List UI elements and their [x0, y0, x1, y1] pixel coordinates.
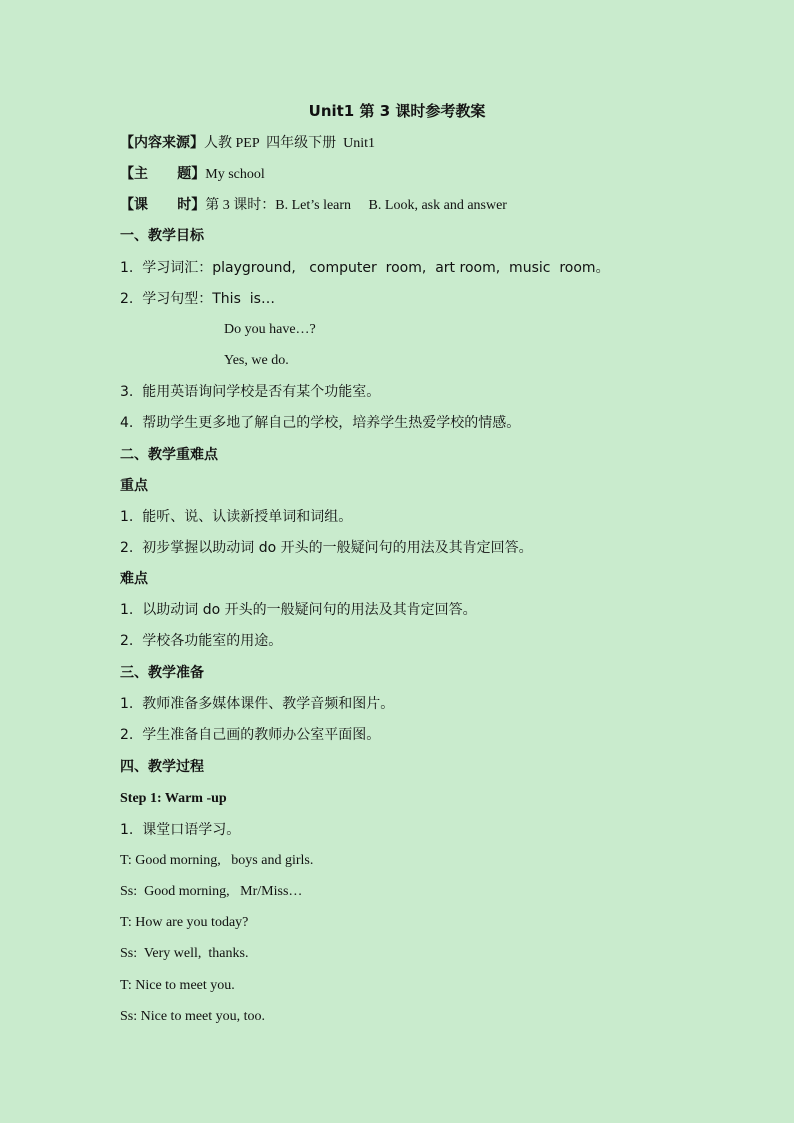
difficulty-item: 2. 学校各功能室的用途。	[120, 633, 283, 649]
section-heading-objectives: 一、教学目标	[120, 228, 204, 244]
subheading-key: 重点	[120, 478, 148, 494]
meta-period-key: 【课 时】	[120, 197, 206, 213]
key-item: 2. 初步掌握以助动词 do 开头的一般疑问句的用法及其肯定回答。	[120, 540, 533, 556]
objective-item: 2. 学习句型：This is…	[120, 291, 275, 307]
meta-source	[120, 133, 375, 154]
objective-item: 1. 学习词汇：playground, computer room, art room, music room。	[120, 260, 610, 276]
section-heading-process: 四、教学过程	[120, 759, 204, 775]
objective-sentence: Do you have…?	[224, 322, 316, 337]
dialogue-line: T: Good morning, boys and girls.	[120, 853, 314, 868]
meta-topic	[120, 164, 265, 185]
meta-source-key: 【内容来源】	[120, 135, 204, 151]
meta-period-value: 第 3 课时：B. Let’s learn B. Look, ask and answer	[205, 198, 507, 213]
meta-period	[120, 195, 507, 216]
dialogue-line: Ss: Good morning, Mr/Miss…	[120, 884, 303, 899]
meta-source-value: 人教 PEP 四年级下册 Unit1	[204, 136, 375, 151]
key-item: 1. 能听、说、认读新授单词和词组。	[120, 509, 353, 525]
dialogue-line: T: How are you today?	[120, 915, 249, 930]
document-title: Unit1 第 3 课时参考教案	[308, 102, 486, 120]
meta-topic-key: 【主 题】	[120, 166, 206, 182]
meta-topic-value: My school	[205, 167, 265, 182]
dialogue-line: Ss: Very well, thanks.	[120, 946, 249, 961]
objective-item: 3. 能用英语询问学校是否有某个功能室。	[120, 384, 381, 400]
step-item: 1. 课堂口语学习。	[120, 822, 241, 838]
preparation-item: 1. 教师准备多媒体课件、教学音频和图片。	[120, 696, 395, 712]
step-heading: Step 1: Warm -up	[120, 791, 227, 806]
dialogue-line: Ss: Nice to meet you, too.	[120, 1009, 266, 1024]
section-heading-key-points: 二、教学重难点	[120, 447, 218, 463]
section-heading-preparation: 三、教学准备	[120, 665, 204, 681]
objective-item: 4. 帮助学生更多地了解自己的学校，培养学生热爱学校的情感。	[120, 415, 521, 431]
subheading-difficulty: 难点	[120, 571, 148, 587]
dialogue-line: T: Nice to meet you.	[120, 978, 235, 993]
difficulty-item: 1. 以助动词 do 开头的一般疑问句的用法及其肯定回答。	[120, 602, 477, 618]
preparation-item: 2. 学生准备自己画的教师办公室平面图。	[120, 727, 381, 743]
objective-sentence: Yes, we do.	[224, 353, 289, 368]
